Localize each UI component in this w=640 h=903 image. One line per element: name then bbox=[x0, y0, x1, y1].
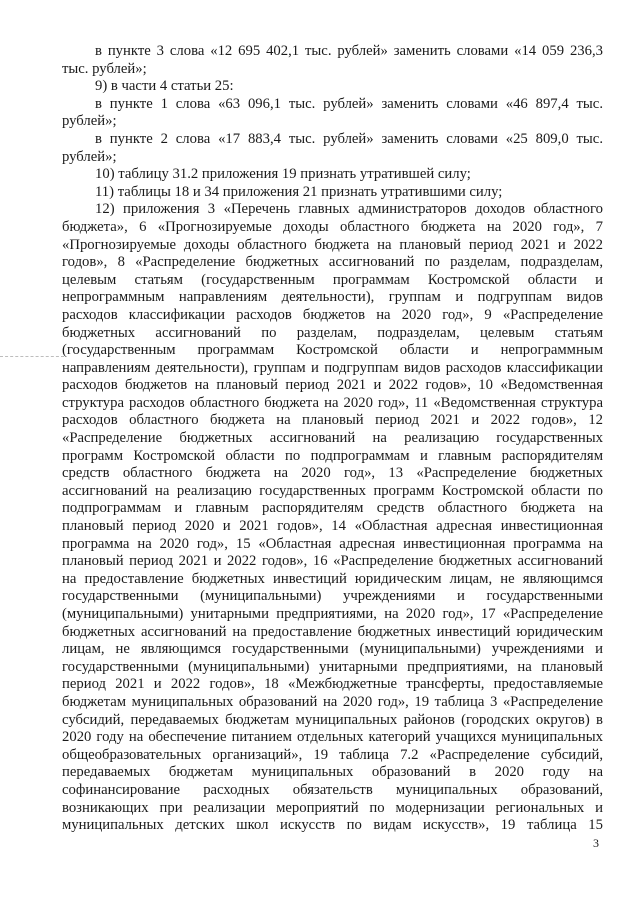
document-page bbox=[62, 43, 603, 835]
text-line: рублей»; bbox=[62, 113, 117, 130]
text-line: на предоставление бюджетных инвестиций юридическим лицам, не являющимся bbox=[62, 570, 603, 587]
text-line: целевым статьям (государственным программам Костромской области и bbox=[62, 271, 603, 288]
text-line: структура расходов областного бюджета на 2020 год», 11 «Ведомственная структура bbox=[62, 394, 603, 411]
text-line: рублей»; bbox=[62, 148, 117, 165]
text-line: бюджетных ассигнований на предоставление бюджетных инвестиций юридическим bbox=[62, 623, 603, 640]
text-line: «Прогнозируемые доходы областного бюджета на плановый период 2021 и 2022 bbox=[62, 236, 603, 253]
text-line: расходов областного бюджета на плановый период 2021 и 2022 годов», 12 bbox=[62, 412, 603, 429]
page-number: 3 bbox=[593, 836, 599, 850]
text-line: средств областного бюджета на 2020 год», 13 «Распределение бюджетных bbox=[62, 465, 603, 482]
text-line: бюджетам муниципальных образований на 2020 год», 19 таблица 3 «Распределение bbox=[62, 693, 603, 710]
text-line: в пункте 1 слова «63 096,1 тыс. рублей» заменить словами «46 897,4 тыс. bbox=[95, 95, 603, 112]
text-line: 10) таблицу 31.2 приложения 19 признать утратившей силу; bbox=[95, 166, 471, 183]
text-line: муниципальных детских школ искусств по видам искусств», 19 таблица 15 bbox=[62, 817, 603, 834]
text-line: плановый период 2020 и 2021 годов», 14 «Областная адресная инвестиционная bbox=[62, 518, 603, 535]
text-line: бюджетных ассигнований по разделам, подразделам, целевым статьям bbox=[62, 324, 603, 341]
text-line: годов», 8 «Распределение бюджетных ассигнований по разделам, подразделам, bbox=[62, 254, 603, 271]
text-line: передаваемых бюджетам муниципальных образований в 2020 году на bbox=[62, 764, 603, 781]
text-line: государственными (муниципальными) учреждениями и государственными bbox=[62, 588, 603, 605]
text-line: «Распределение бюджетных ассигнований на реализацию государственных bbox=[62, 430, 603, 447]
text-line: бюджета», 6 «Прогнозируемые доходы областного бюджета на 2020 год», 7 bbox=[62, 218, 603, 235]
text-line: расходов бюджетов на плановый период 2021 и 2022 годов», 10 «Ведомственная bbox=[62, 377, 603, 394]
text-line: направлениям деятельности), группам и подгруппам видов расходов классификации bbox=[62, 359, 603, 376]
text-line: 9) в части 4 статьи 25: bbox=[95, 78, 234, 95]
text-line: программ Костромской области по подпрограммам и главным распорядителям bbox=[62, 447, 603, 464]
text-line: лицам, не являющимся государственными (муниципальными) учреждениями и bbox=[62, 641, 603, 658]
scan-artifact-line bbox=[0, 356, 64, 358]
text-line: расходов классификации расходов бюджетов на 2020 год», 9 «Распределение bbox=[62, 306, 603, 323]
text-line: программа на 2020 год», 15 «Областная адресная инвестиционная программа на bbox=[62, 535, 603, 552]
text-line: государственными (муниципальными) унитарными предприятиями, на плановый bbox=[62, 658, 603, 675]
text-line: возникающих при реализации мероприятий по модернизации региональных и bbox=[62, 799, 603, 816]
text-line: 12) приложения 3 «Перечень главных администраторов доходов областного bbox=[95, 201, 603, 218]
text-line: 11) таблицы 18 и 34 приложения 21 признать утратившими силу; bbox=[95, 183, 503, 200]
text-line: ассигнований на реализацию государственных программ Костромской области по bbox=[62, 482, 603, 499]
text-line: 2020 году на обеспечение питанием отдельных категорий учащихся муниципальных bbox=[62, 729, 603, 746]
text-line: подпрограммам и главным распорядителям средств областного бюджета на bbox=[62, 500, 603, 517]
text-line: тыс. рублей»; bbox=[62, 60, 147, 77]
text-line: в пункте 3 слова «12 695 402,1 тыс. рублей» заменить словами «14 059 236,3 bbox=[95, 43, 603, 59]
text-line: (муниципальными) унитарными предприятиями, на 2020 год», 17 «Распределение bbox=[62, 606, 603, 622]
text-line: в пункте 2 слова «17 883,4 тыс. рублей» заменить словами «25 809,0 тыс. bbox=[95, 130, 603, 147]
text-line: период 2021 и 2022 годов», 18 «Межбюджетные трансферты, предоставляемые bbox=[62, 676, 603, 693]
text-line: непрограммным направлениям деятельности), группам и подгруппам видов bbox=[62, 289, 603, 306]
text-line: общеобразовательных организаций», 19 таблица 7.2 «Распределение субсидий, bbox=[62, 746, 603, 763]
text-line: плановый период 2021 и 2022 годов», 16 «Распределение бюджетных ассигнований bbox=[62, 553, 603, 570]
text-line: субсидий, передаваемых бюджетам муниципальных районов (городских округов) в bbox=[62, 711, 603, 728]
text-line: софинансирование расходных обязательств муниципальных образований, bbox=[62, 781, 603, 798]
text-line: (государственным программам Костромской области и непрограммным bbox=[62, 342, 603, 359]
